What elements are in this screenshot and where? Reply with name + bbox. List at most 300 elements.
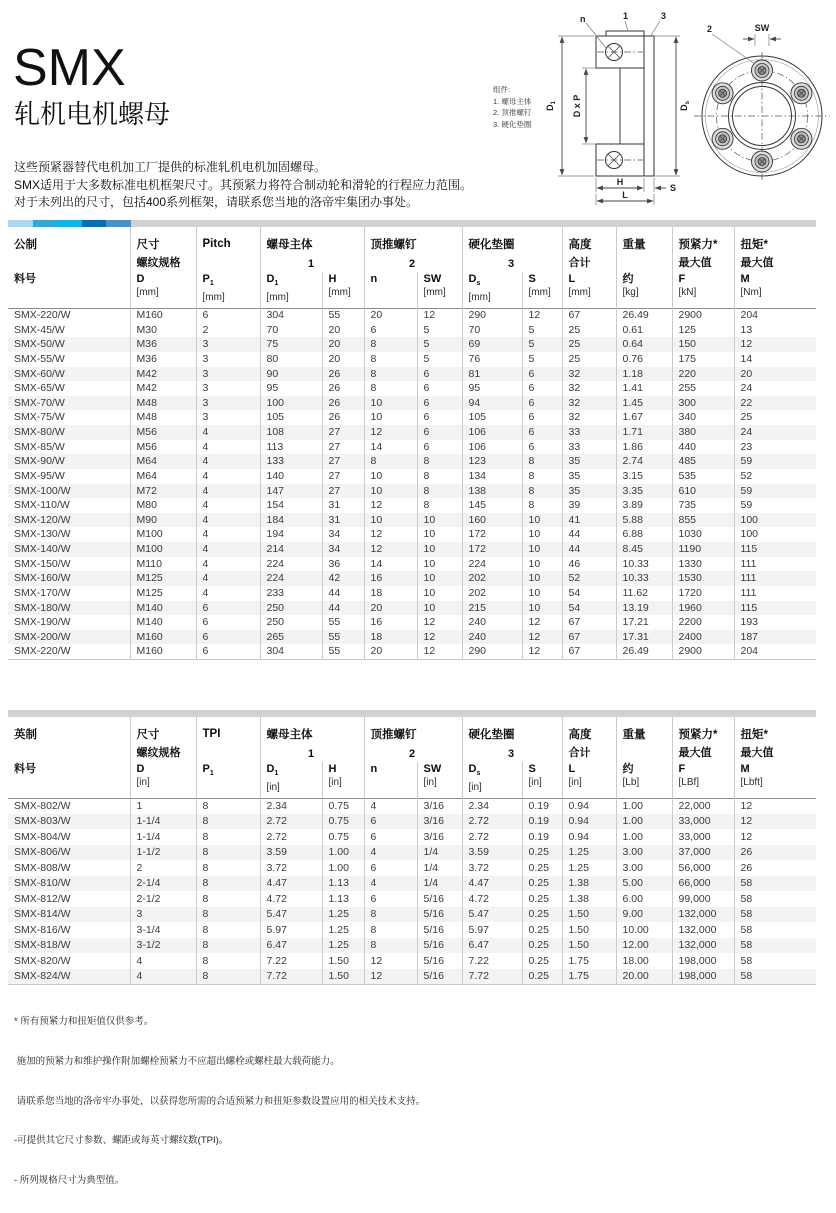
value-D: M64 — [130, 454, 196, 469]
value-L: 32 — [562, 367, 616, 382]
value-SW: 5 — [417, 337, 462, 352]
value-F: 22,000 — [672, 798, 734, 814]
col-header-weight: 约 [kg] — [616, 272, 672, 308]
value-L: 41 — [562, 513, 616, 528]
value-weight: 11.62 — [616, 586, 672, 601]
value-SW: 6 — [417, 381, 462, 396]
value-M: 115 — [734, 601, 816, 616]
value-H: 1.50 — [322, 969, 364, 985]
value-weight: 0.76 — [616, 352, 672, 367]
value-weight: 0.64 — [616, 337, 672, 352]
value-M: 13 — [734, 323, 816, 338]
value-weight: 6.00 — [616, 891, 672, 907]
label-sw: SW — [754, 23, 770, 33]
value-weight: 1.00 — [616, 814, 672, 830]
value-D: M100 — [130, 527, 196, 542]
value-weight: 10.33 — [616, 571, 672, 586]
footnote-line: 请联系您当地的洛帝牢办事处，以获得您所需的合适预紧力和扭矩参数设置应用的相关技术支持。 — [14, 1095, 426, 1107]
value-H: 1.13 — [322, 891, 364, 907]
value-D1: 184 — [260, 513, 322, 528]
value-L: 25 — [562, 352, 616, 367]
value-weight: 2.74 — [616, 454, 672, 469]
value-M: 58 — [734, 922, 816, 938]
value-S: 6 — [522, 381, 562, 396]
value-D1: 3.59 — [260, 845, 322, 861]
value-D: M160 — [130, 630, 196, 645]
value-Ds: 240 — [462, 630, 522, 645]
value-D1: 224 — [260, 557, 322, 572]
spec-row — [8, 969, 816, 985]
value-D1: 95 — [260, 381, 322, 396]
page-title: SMX — [13, 39, 126, 97]
intro-line: 这些预紧器替代电机加工厂提供的标准轧机电机加固螺母。 — [14, 160, 327, 174]
value-H: 20 — [322, 352, 364, 367]
value-F: 150 — [672, 337, 734, 352]
value-weight: 1.86 — [616, 440, 672, 455]
metric-table — [8, 220, 816, 660]
value-D1: 233 — [260, 586, 322, 601]
value-H: 55 — [322, 308, 364, 323]
value-SW: 5/16 — [417, 907, 462, 923]
value-M: 58 — [734, 953, 816, 969]
value-Ds: 106 — [462, 425, 522, 440]
value-P1: 4 — [196, 484, 260, 499]
spec-row — [8, 469, 816, 484]
spec-row — [8, 425, 816, 440]
value-F: 220 — [672, 367, 734, 382]
value-P1: 4 — [196, 571, 260, 586]
value-weight: 13.19 — [616, 601, 672, 616]
value-D1: 4.72 — [260, 891, 322, 907]
jack-screw-head — [712, 83, 733, 104]
max-subheader: 最大值 — [672, 254, 734, 272]
value-F: 1530 — [672, 571, 734, 586]
value-M: 59 — [734, 454, 816, 469]
value-weight: 3.00 — [616, 860, 672, 876]
value-D: M140 — [130, 615, 196, 630]
value-SW: 1/4 — [417, 876, 462, 892]
value-n: 4 — [364, 845, 417, 861]
value-weight: 5.88 — [616, 513, 672, 528]
footnote-line: -可提供其它尺寸参数、螺距或每英寸螺纹数(TPI)。 — [14, 1135, 229, 1147]
value-n: 12 — [364, 498, 417, 513]
value-n: 10 — [364, 410, 417, 425]
spec-row — [8, 860, 816, 876]
part-number: SMX-820/W — [14, 954, 71, 967]
value-F: 2900 — [672, 308, 734, 323]
value-P1: 6 — [196, 615, 260, 630]
part-number: SMX-100/W — [14, 484, 71, 497]
value-S: 10 — [522, 601, 562, 616]
part-number: SMX-220/W — [14, 309, 71, 322]
value-L: 44 — [562, 527, 616, 542]
value-weight: 3.00 — [616, 845, 672, 861]
value-L: 1.25 — [562, 845, 616, 861]
part-number: SMX-60/W — [14, 367, 65, 380]
jack-screw-bottom — [597, 152, 643, 169]
value-S: 0.25 — [522, 876, 562, 892]
value-L: 52 — [562, 571, 616, 586]
value-S: 6 — [522, 396, 562, 411]
value-Ds: 202 — [462, 571, 522, 586]
value-D1: 5.47 — [260, 907, 322, 923]
value-Ds: 5.47 — [462, 907, 522, 923]
part-number: SMX-818/W — [14, 939, 71, 951]
spacer — [8, 254, 130, 272]
part-number: SMX-804/W — [14, 830, 71, 843]
value-F: 99,000 — [672, 891, 734, 907]
value-D: M56 — [130, 440, 196, 455]
spec-row — [8, 571, 816, 586]
value-n: 12 — [364, 953, 417, 969]
value-n: 8 — [364, 352, 417, 367]
value-n: 6 — [364, 860, 417, 876]
value-F: 125 — [672, 323, 734, 338]
value-F: 132,000 — [672, 938, 734, 954]
value-P1: 4 — [196, 498, 260, 513]
value-P1: 8 — [196, 922, 260, 938]
value-H: 0.75 — [322, 814, 364, 830]
jack-screw-top — [597, 44, 643, 61]
value-M: 58 — [734, 907, 816, 923]
total-subheader: 合计 — [562, 744, 616, 762]
part-number: SMX-110/W — [14, 499, 70, 512]
value-S: 12 — [522, 630, 562, 645]
value-weight: 26.49 — [616, 644, 672, 659]
value-weight: 17.31 — [616, 630, 672, 645]
value-M: 58 — [734, 876, 816, 892]
stripe-segment — [82, 220, 107, 227]
part-number: SMX-55/W — [14, 352, 65, 365]
spec-row — [8, 367, 816, 382]
value-n: 20 — [364, 601, 417, 616]
value-SW: 5/16 — [417, 891, 462, 907]
value-H: 1.00 — [322, 845, 364, 861]
col-header-D: D [in] — [130, 762, 196, 798]
spec-row — [8, 876, 816, 892]
value-Ds: 290 — [462, 644, 522, 659]
value-S: 0.25 — [522, 860, 562, 876]
value-D1: 133 — [260, 454, 322, 469]
value-weight: 5.00 — [616, 876, 672, 892]
spec-row — [8, 829, 816, 845]
value-P1: 3 — [196, 381, 260, 396]
table-title: 公制 — [14, 239, 37, 251]
table-accent-stripe — [8, 710, 816, 717]
value-L: 67 — [562, 615, 616, 630]
value-P1: 4 — [196, 425, 260, 440]
item-1-subheader: 1 — [260, 254, 364, 272]
footnote-line: * 所有预紧力和扭矩值仅供参考。 — [14, 1016, 154, 1028]
value-SW: 1/4 — [417, 845, 462, 861]
value-L: 1.75 — [562, 953, 616, 969]
value-Ds: 106 — [462, 440, 522, 455]
value-L: 0.94 — [562, 814, 616, 830]
value-F: 198,000 — [672, 969, 734, 985]
label-n: n — [580, 14, 586, 24]
value-L: 35 — [562, 484, 616, 499]
col-header-n: n — [364, 272, 417, 308]
value-L: 32 — [562, 396, 616, 411]
pitch-group-header: Pitch — [196, 227, 260, 254]
value-M: 111 — [734, 557, 816, 572]
part-number: SMX-180/W — [14, 601, 71, 614]
value-M: 24 — [734, 425, 816, 440]
spec-row — [8, 557, 816, 572]
jack-screw-head — [791, 128, 812, 149]
value-D1: 224 — [260, 571, 322, 586]
value-D: M42 — [130, 367, 196, 382]
thread-spec-header: 螺纹规格 — [130, 254, 196, 272]
value-D: 1-1/4 — [130, 829, 196, 845]
value-H: 42 — [322, 571, 364, 586]
value-D: M64 — [130, 469, 196, 484]
value-weight: 10.00 — [616, 922, 672, 938]
value-M: 25 — [734, 410, 816, 425]
value-F: 255 — [672, 381, 734, 396]
total-subheader: 合计 — [562, 254, 616, 272]
value-n: 16 — [364, 615, 417, 630]
value-n: 20 — [364, 308, 417, 323]
spec-row — [8, 938, 816, 954]
spec-row — [8, 615, 816, 630]
part-number: SMX-160/W — [14, 572, 71, 585]
value-n: 10 — [364, 484, 417, 499]
value-M: 204 — [734, 308, 816, 323]
weight-group-header: 重量 — [616, 717, 672, 744]
intro-line: SMX适用于大多数标准电机框架尺寸。其预紧力将符合制动轮和滑轮的行程应力范围。 — [14, 177, 473, 192]
col-header-F: F [kN] — [672, 272, 734, 308]
value-F: 2400 — [672, 630, 734, 645]
footnotes — [14, 989, 425, 1213]
value-S: 0.25 — [522, 907, 562, 923]
value-SW: 3/16 — [417, 798, 462, 814]
preload-group-header: 预紧力* — [672, 717, 734, 744]
value-M: 12 — [734, 814, 816, 830]
value-D1: 6.47 — [260, 938, 322, 954]
col-header-D1: $D_1$ [mm] — [260, 272, 322, 308]
value-weight: 1.00 — [616, 829, 672, 845]
value-D: M160 — [130, 308, 196, 323]
value-L: 1.75 — [562, 969, 616, 985]
value-Ds: 145 — [462, 498, 522, 513]
value-P1: 4 — [196, 557, 260, 572]
value-D1: 4.47 — [260, 876, 322, 892]
value-H: 36 — [322, 557, 364, 572]
value-Ds: 76 — [462, 352, 522, 367]
value-SW: 10 — [417, 571, 462, 586]
value-D1: 140 — [260, 469, 322, 484]
value-Ds: 202 — [462, 586, 522, 601]
label-h: H — [616, 177, 624, 187]
value-L: 1.38 — [562, 876, 616, 892]
stripe-segment — [106, 220, 131, 227]
value-F: 1960 — [672, 601, 734, 616]
value-SW: 10 — [417, 601, 462, 616]
col-header-P1: $P_1$ — [196, 762, 260, 798]
value-F: 300 — [672, 396, 734, 411]
item-callouts — [580, 11, 666, 48]
spec-row — [8, 410, 816, 425]
dimension-s — [654, 178, 676, 193]
value-H: 44 — [322, 601, 364, 616]
col-header-F: F [LBf] — [672, 762, 734, 798]
value-L: 25 — [562, 323, 616, 338]
value-M: 58 — [734, 891, 816, 907]
value-H: 27 — [322, 454, 364, 469]
value-D: 4 — [130, 953, 196, 969]
value-M: 58 — [734, 938, 816, 954]
value-P1: 8 — [196, 969, 260, 985]
page-subtitle: 轧机电机螺母 — [14, 99, 171, 129]
value-F: 66,000 — [672, 876, 734, 892]
value-D1: 214 — [260, 542, 322, 557]
value-P1: 8 — [196, 845, 260, 861]
spec-row — [8, 484, 816, 499]
value-n: 8 — [364, 922, 417, 938]
part-number: SMX-65/W — [14, 382, 65, 395]
col-header-Ds: $D_s$ [in] — [462, 762, 522, 798]
value-P1: 3 — [196, 396, 260, 411]
spec-row — [8, 513, 816, 528]
value-M: 20 — [734, 367, 816, 382]
legend-item: 1. 螺母主体 — [493, 96, 532, 106]
value-n: 18 — [364, 586, 417, 601]
spec-table — [8, 227, 816, 660]
table-accent-stripe — [8, 220, 816, 227]
value-weight: 1.00 — [616, 798, 672, 814]
value-SW: 8 — [417, 454, 462, 469]
jack-screw-head — [752, 60, 773, 81]
col-header-S: S [in] — [522, 762, 562, 798]
value-L: 32 — [562, 410, 616, 425]
stripe-segment — [57, 220, 82, 227]
spacer — [616, 744, 672, 762]
value-F: 610 — [672, 484, 734, 499]
value-H: 1.13 — [322, 876, 364, 892]
label-item-1: 1 — [623, 11, 629, 21]
col-header-SW: SW [mm] — [417, 272, 462, 308]
value-L: 1.50 — [562, 907, 616, 923]
value-M: 59 — [734, 498, 816, 513]
spec-row — [8, 630, 816, 645]
value-M: 12 — [734, 829, 816, 845]
value-H: 0.75 — [322, 798, 364, 814]
label-item-2: 2 — [707, 24, 713, 34]
value-P1: 3 — [196, 337, 260, 352]
value-n: 4 — [364, 798, 417, 814]
value-L: 39 — [562, 498, 616, 513]
table-title: 英制 — [14, 729, 37, 741]
value-n: 10 — [364, 469, 417, 484]
value-D1: 304 — [260, 308, 322, 323]
part-number: SMX-120/W — [14, 513, 71, 526]
value-M: 22 — [734, 396, 816, 411]
value-S: 5 — [522, 352, 562, 367]
nut-body-group-header: 螺母主体 — [260, 717, 364, 744]
part-number: SMX-803/W — [14, 815, 71, 827]
value-M: 111 — [734, 571, 816, 586]
height-group-header: 高度 — [562, 717, 616, 744]
value-S: 6 — [522, 367, 562, 382]
spec-row — [8, 814, 816, 830]
value-H: 27 — [322, 425, 364, 440]
value-S: 10 — [522, 557, 562, 572]
part-number: SMX-50/W — [14, 338, 65, 351]
spec-row — [8, 953, 816, 969]
thread-spec-header: 螺纹规格 — [130, 744, 196, 762]
value-n: 8 — [364, 938, 417, 954]
value-D1: 154 — [260, 498, 322, 513]
value-n: 16 — [364, 571, 417, 586]
value-H: 1.25 — [322, 907, 364, 923]
value-H: 26 — [322, 396, 364, 411]
value-D1: 250 — [260, 615, 322, 630]
value-F: 132,000 — [672, 907, 734, 923]
value-D1: 3.72 — [260, 860, 322, 876]
value-D1: 105 — [260, 410, 322, 425]
value-S: 8 — [522, 454, 562, 469]
value-n: 4 — [364, 876, 417, 892]
part-number: SMX-808/W — [14, 861, 71, 874]
value-Ds: 4.47 — [462, 876, 522, 892]
col-header-L: L [mm] — [562, 272, 616, 308]
value-weight: 6.88 — [616, 527, 672, 542]
value-S: 10 — [522, 513, 562, 528]
spec-row — [8, 381, 816, 396]
value-D: 1-1/2 — [130, 845, 196, 861]
height-group-header: 高度 — [562, 227, 616, 254]
value-H: 55 — [322, 615, 364, 630]
value-D1: 2.34 — [260, 798, 322, 814]
value-D: M100 — [130, 542, 196, 557]
value-F: 175 — [672, 352, 734, 367]
value-D: 2 — [130, 860, 196, 876]
value-S: 8 — [522, 498, 562, 513]
value-D: M30 — [130, 323, 196, 338]
size-group-header: 尺寸 — [130, 227, 196, 254]
value-F: 132,000 — [672, 922, 734, 938]
spec-row — [8, 396, 816, 411]
value-H: 1.25 — [322, 938, 364, 954]
value-Ds: 224 — [462, 557, 522, 572]
value-S: 0.25 — [522, 953, 562, 969]
imperial-table — [8, 710, 816, 985]
value-H: 31 — [322, 513, 364, 528]
value-weight: 1.67 — [616, 410, 672, 425]
value-D: M140 — [130, 601, 196, 616]
value-M: 23 — [734, 440, 816, 455]
pitch-group-header: TPI — [196, 717, 260, 744]
svg-text:D1: $D_1$ — [545, 101, 557, 111]
value-n: 8 — [364, 337, 417, 352]
value-SW: 6 — [417, 410, 462, 425]
value-L: 67 — [562, 644, 616, 659]
section-view-drawing — [540, 8, 713, 208]
value-F: 2900 — [672, 644, 734, 659]
spec-row — [8, 601, 816, 616]
value-weight: 26.49 — [616, 308, 672, 323]
value-F: 1190 — [672, 542, 734, 557]
value-D: M125 — [130, 586, 196, 601]
value-D1: 2.72 — [260, 814, 322, 830]
washer-section — [644, 36, 654, 176]
part-number: SMX-70/W — [14, 396, 65, 409]
value-F: 198,000 — [672, 953, 734, 969]
value-S: 0.19 — [522, 814, 562, 830]
value-F: 340 — [672, 410, 734, 425]
value-n: 20 — [364, 644, 417, 659]
